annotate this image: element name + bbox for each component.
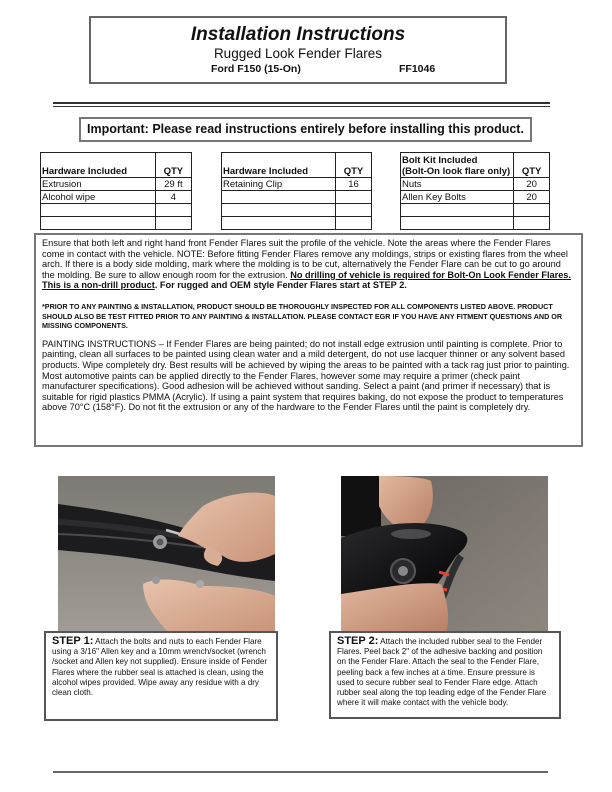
item-qty: 4 xyxy=(155,191,191,204)
step-label: STEP 2: xyxy=(337,635,379,647)
item-qty xyxy=(155,204,191,217)
step-2-caption xyxy=(329,631,561,719)
part-number: FF1046 xyxy=(399,63,436,75)
item-qty: 16 xyxy=(336,178,372,191)
step1-photo xyxy=(58,476,275,632)
step-label: STEP 1: xyxy=(52,635,94,647)
important-notice: Important: Please read instructions entirely before installing this product. xyxy=(79,117,532,142)
item-qty: 20 xyxy=(514,191,550,204)
item-name xyxy=(401,217,514,230)
step-text: Attach the included rubber seal to the Fender Flares. Peel back 2" of the adhesive backing and position on the Fender Flare. Attach the seal to the Fender Flare, peeling back a few inches at a time. Ensure pressure is used to secure rubber seal to Fender Flare edge. Attach rubber seal along the top leading edge of the Fender Flare where it will make contact with the vehicle body. xyxy=(337,637,547,708)
item-qty xyxy=(336,217,372,230)
item-name: Extrusion xyxy=(41,178,156,191)
bolt-kit-table xyxy=(400,152,550,230)
item-qty xyxy=(336,191,372,204)
item-name xyxy=(41,217,156,230)
item-name xyxy=(41,204,156,217)
divider-rule xyxy=(53,106,550,107)
item-name xyxy=(401,204,514,217)
table-row xyxy=(41,178,192,191)
table-row xyxy=(222,191,372,204)
column-header xyxy=(401,153,514,178)
table-row xyxy=(222,178,372,191)
item-name: Allen Key Bolts xyxy=(401,191,514,204)
column-header: QTY xyxy=(155,153,191,178)
instructions-box xyxy=(34,233,583,447)
column-header: QTY xyxy=(336,153,372,178)
step-text: Attach the bolts and nuts to each Fender Flare using a 3/16" Allen key and a 10mm wrench/socket (wrench /socket and Allen key not supplied). Ensure inside of Fender Flares where the rubber seal is attached is clean, using the alcohol wipes provided. Wipe away any residue with a dry clean cloth. xyxy=(52,637,268,698)
item-qty xyxy=(514,204,550,217)
header-line: (Bolt-On look flare only) xyxy=(402,166,511,177)
item-name xyxy=(222,191,336,204)
table-row xyxy=(401,204,550,217)
divider-rule xyxy=(53,102,550,104)
item-name xyxy=(222,217,336,230)
hardware-table-1 xyxy=(40,152,192,230)
model-line xyxy=(91,62,505,76)
table-row xyxy=(41,217,192,230)
table-row xyxy=(401,217,550,230)
hardware-table-2 xyxy=(221,152,372,230)
table-row xyxy=(41,204,192,217)
painting-instructions: PAINTING INSTRUCTIONS – If Fender Flares are being painted; do not install edge extrusion until painting is complete. Prior to painting, clean all surfaces to be painted using clean water and a mild detergent, do not use lacquer thinner or any solvent based products. Wipe completely dry. Best results will be achieved by wiping the areas to be painted with a tack rag just prior to painting. Most automotive paints can be applied directly to the Fender Flares, however some may require a primer (check paint manufacturer specifications). Good adhesion will be achieved without sanding. Select a paint (and primer if necessary) that is suitable for rigid plastics PMMA (Acrylic). If using a paint system that requires baking, do not expose the product to temperatures above 70°C (158°F). Do not fit the extrusion or any of the hardware to the Fender Flares until the paint is completely dry. xyxy=(42,338,570,413)
item-name: Nuts xyxy=(401,178,514,191)
inspection-warning: *PRIOR TO ANY PAINTING & INSTALLATION, PRODUCT SHOULD BE THOROUGHLY INSPECTED FOR ALL COMPONENTS LISTED ABOVE. PRODUCT SHOULD ALSO BE TEST FITTED PRIOR TO ANY PAINTING & INSTALLATION. PLEASE CONTACT EGR IF YOU HAVE ANY FITMENT QUESTIONS AND OR MISSING COMPONENTS. xyxy=(42,301,563,331)
footer-rule xyxy=(53,771,548,773)
table-row xyxy=(41,191,192,204)
hands-bolting-allen-key-photo xyxy=(58,476,275,632)
punctuation: . xyxy=(154,280,158,291)
step2-photo xyxy=(341,476,548,632)
item-name xyxy=(222,204,336,217)
table-row xyxy=(401,191,550,204)
column-header: Hardware Included xyxy=(222,153,336,178)
item-qty xyxy=(155,217,191,230)
step-1-caption xyxy=(44,631,278,721)
header-line: Bolt Kit Included xyxy=(402,155,478,166)
item-qty xyxy=(336,204,372,217)
fitment-paragraph xyxy=(42,238,575,291)
vehicle-model: Ford F150 (15-On) xyxy=(211,63,301,75)
table-row xyxy=(401,178,550,191)
product-subtitle: Rugged Look Fender Flares xyxy=(213,46,383,61)
header-box xyxy=(89,16,507,84)
item-name: Alcohol wipe xyxy=(41,191,156,204)
item-qty xyxy=(514,217,550,230)
table-row xyxy=(222,217,372,230)
hands-attaching-rubber-seal-photo xyxy=(341,476,548,632)
column-header: Hardware Included xyxy=(41,153,156,178)
column-header: QTY xyxy=(514,153,550,178)
no-drill-notice: No drilling of vehicle is required for Bolt-On Look Fender Flares. This is a non-drill product xyxy=(42,269,571,291)
fitment-text: Ensure that both left and right hand front Fender Flares suit the profile of the vehicle. Note the areas where the Fender Flares come in contact with the vehicle. NOTE: Before fitting Fender Flares remove any moldings, strips or existing flares from the wheel arch. If there is a body side molding, mark where the molding is to be cut, alternatively the Fender Flare can be cut to go around the molding. Be sure to allow enough room for the extrusion. xyxy=(42,238,568,280)
item-qty: 20 xyxy=(514,178,550,191)
step2-notice: For rugged and OEM style Fender Flares start at STEP 2. xyxy=(157,280,407,291)
document-title: Installation Instructions xyxy=(190,24,406,45)
item-name: Retaining Clip xyxy=(222,178,336,191)
item-qty: 29 ft xyxy=(155,178,191,191)
table-row xyxy=(222,204,372,217)
